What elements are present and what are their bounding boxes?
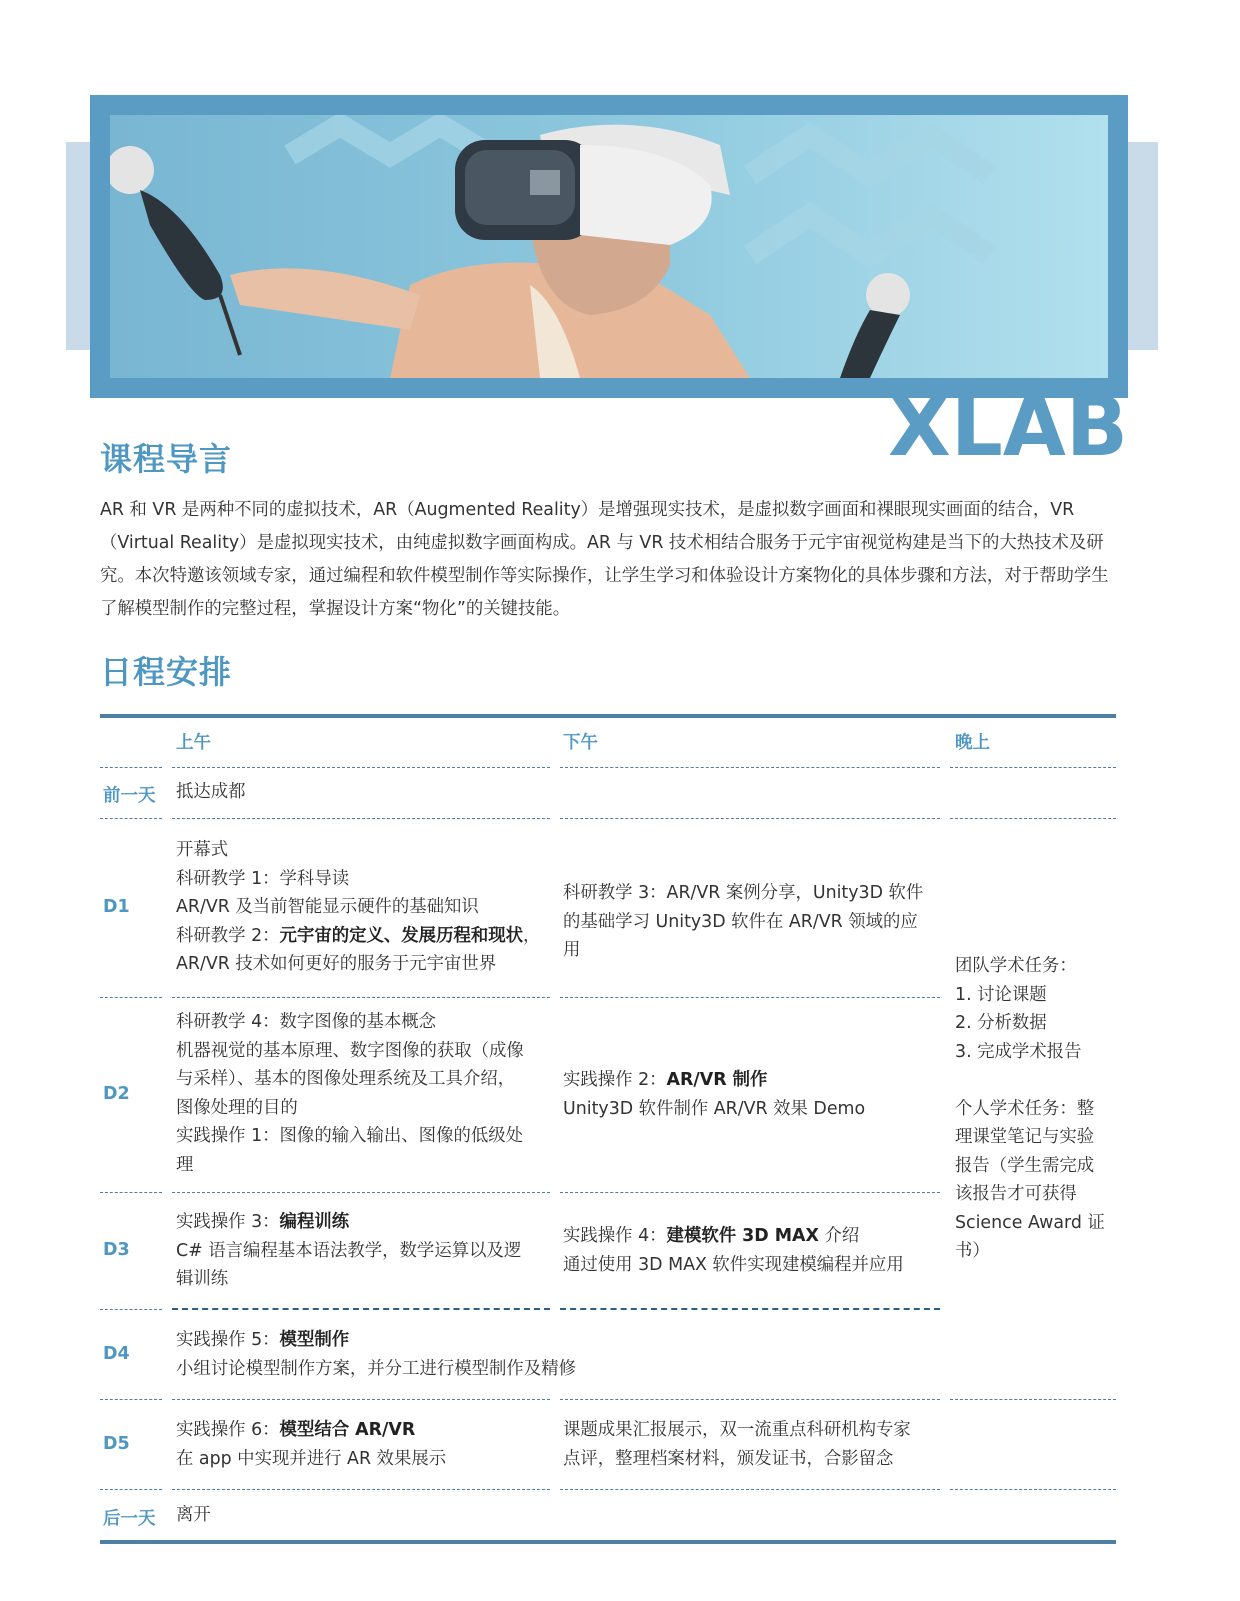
row-divider xyxy=(560,767,940,768)
day-label-post: 后一天 xyxy=(103,1509,156,1529)
row-divider xyxy=(100,1399,162,1400)
d1-morning-line: 科研教学 2：元宇宙的定义、发展历程和现状， xyxy=(176,925,541,946)
d2-morning-line: 实践操作 1：图像的输入输出、图像的低级处 xyxy=(176,1126,524,1146)
d4-morning-line: 实践操作 5：模型制作 xyxy=(176,1330,350,1350)
d1-afternoon-line: 的基础学习 Unity3D 软件在 AR/VR 领域的应 xyxy=(563,911,918,932)
d3-afternoon-line: 通过使用 3D MAX 软件实现建模编程并应用 xyxy=(563,1254,904,1275)
row-divider xyxy=(560,997,940,998)
row-divider xyxy=(172,1399,550,1400)
row-divider xyxy=(950,1489,1116,1490)
d2-morning-line: 机器视觉的基本原理、数字图像的获取（成像 xyxy=(176,1040,524,1061)
intro-paragraph: AR 和 VR 是两种不同的虚拟技术，AR（Augmented Reality）是增强现实技术，是虚拟数字画面和裸眼现实画面的结合，VR（Virtual Reality）是虚拟现实技术，由纯虚拟数字画面构成。AR 与 VR 技术相结合服务于元宇宙视觉构建是当下的大热技术及研究。本次特邀该领域专家，通过编程和软件模型制作等实际操作，让学生学习和体验设计方案物化的具体步骤和方法，对于帮助学生了解模型制作的完整过程，掌握设计方案“物化”的关键技能。 xyxy=(100,500,1109,619)
schedule-heading: 日程安排 xyxy=(100,653,233,691)
d3-afternoon-line: 实践操作 4：建模软件 3D MAX 介绍 xyxy=(563,1226,860,1246)
evening-task-line: 2. 分析数据 xyxy=(955,1013,1047,1033)
row-divider xyxy=(560,1489,940,1490)
d1-morning-line: 科研教学 1：学科导读 xyxy=(176,868,350,889)
row-divider xyxy=(100,997,162,998)
row-divider xyxy=(560,818,940,819)
pre-morning: 抵达成都 xyxy=(176,782,246,802)
row-divider xyxy=(100,1489,162,1490)
d1-morning-line: 开幕式 xyxy=(176,840,229,860)
row-divider xyxy=(560,1308,940,1310)
d1-afternoon-line: 用 xyxy=(563,940,581,960)
table-top-rule xyxy=(100,714,1116,718)
day-label-d1: D1 xyxy=(103,897,130,917)
d1-morning-line: AR/VR 技术如何更好的服务于元宇宙世界 xyxy=(176,954,497,974)
d5-afternoon-line: 课题成果汇报展示，双一流重点科研机构专家 xyxy=(563,1420,911,1440)
row-divider xyxy=(172,997,550,998)
day-label-d4: D4 xyxy=(103,1344,130,1364)
evening-task-line: 个人学术任务：整 xyxy=(955,1098,1095,1119)
row-divider xyxy=(172,1192,550,1193)
evening-task-line: 3. 完成学术报告 xyxy=(955,1041,1082,1062)
d2-morning-line: 科研教学 4：数字图像的基本概念 xyxy=(176,1012,437,1032)
row-divider xyxy=(172,1308,550,1310)
d2-afternoon xyxy=(563,1066,943,1123)
d2-morning-line: 理 xyxy=(176,1154,194,1175)
d1-afternoon xyxy=(563,879,943,965)
d2-afternoon-line: Unity3D 软件制作 AR/VR 效果 Demo xyxy=(563,1098,866,1119)
row-divider xyxy=(560,1399,940,1400)
evening-task-line: 报告（学生需完成 xyxy=(955,1155,1095,1176)
row-divider xyxy=(950,1399,1116,1400)
row-divider xyxy=(560,1192,940,1193)
column-header-evening: 晚上 xyxy=(955,733,990,753)
d4-morning xyxy=(176,1326,876,1383)
intro-heading: 课程导言 xyxy=(100,440,233,478)
d5-afternoon-line: 点评，整理档案材料，颁发证书，合影留念 xyxy=(563,1448,894,1469)
evening-task-line: 团队学术任务： xyxy=(955,956,1077,976)
row-divider xyxy=(100,818,162,819)
d5-morning-line: 实践操作 6：模型结合 AR/VR xyxy=(176,1420,416,1440)
evening-task-line: 书） xyxy=(955,1241,990,1261)
table-bottom-rule xyxy=(100,1540,1116,1544)
row-divider xyxy=(172,1489,550,1490)
evening-task-line: Science Award 证 xyxy=(955,1212,1105,1233)
row-divider xyxy=(100,1309,162,1310)
d1-morning-line: AR/VR 及当前智能显示硬件的基础知识 xyxy=(176,897,479,917)
day-label-d2: D2 xyxy=(103,1084,130,1104)
evening-tasks xyxy=(955,952,1120,1266)
day-label-pre: 前一天 xyxy=(103,786,156,806)
column-header-morning: 上午 xyxy=(176,733,211,753)
d3-afternoon xyxy=(563,1222,943,1279)
xlab-logo xyxy=(888,392,1128,458)
day-label-d5: D5 xyxy=(103,1434,130,1454)
evening-task-spacer xyxy=(955,1066,1120,1095)
evening-task-line: 理课堂笔记与实验 xyxy=(955,1127,1095,1147)
d3-morning-line: 实践操作 3：编程训练 xyxy=(176,1212,350,1232)
row-divider xyxy=(100,1192,162,1193)
vr-child-illustration xyxy=(110,115,1108,378)
row-divider xyxy=(950,818,1116,819)
d3-morning-line: 辑训练 xyxy=(176,1269,229,1289)
d4-morning-line: 小组讨论模型制作方案，并分工进行模型制作及精修 xyxy=(176,1358,576,1379)
d1-morning xyxy=(176,836,556,979)
svg-text:XLAB: XLAB xyxy=(888,392,1128,458)
row-divider xyxy=(100,767,162,768)
d2-morning-line: 与采样）、基本的图像处理系统及工具介绍， xyxy=(176,1069,516,1089)
row-divider xyxy=(172,767,550,768)
row-divider xyxy=(172,818,550,819)
d1-afternoon-line: 科研教学 3：AR/VR 案例分享，Unity3D 软件 xyxy=(563,883,924,903)
evening-task-line: 1. 讨论课题 xyxy=(955,984,1047,1005)
day-label-d3: D3 xyxy=(103,1240,130,1260)
d3-morning-line: C# 语言编程基本语法教学，数学运算以及逻 xyxy=(176,1240,522,1261)
row-divider xyxy=(950,767,1116,768)
d2-morning-line: 图像处理的目的 xyxy=(176,1097,298,1118)
d5-afternoon xyxy=(563,1416,943,1473)
evening-task-line: 该报告才可获得 xyxy=(955,1184,1077,1204)
d2-morning xyxy=(176,1008,556,1179)
post-morning: 离开 xyxy=(176,1505,211,1525)
hero-image xyxy=(110,115,1108,378)
column-header-afternoon: 下午 xyxy=(563,733,598,753)
d5-morning xyxy=(176,1416,556,1473)
d5-morning-line: 在 app 中实现并进行 AR 效果展示 xyxy=(176,1448,447,1469)
d2-afternoon-line: 实践操作 2：AR/VR 制作 xyxy=(563,1070,768,1090)
d3-morning xyxy=(176,1208,556,1294)
